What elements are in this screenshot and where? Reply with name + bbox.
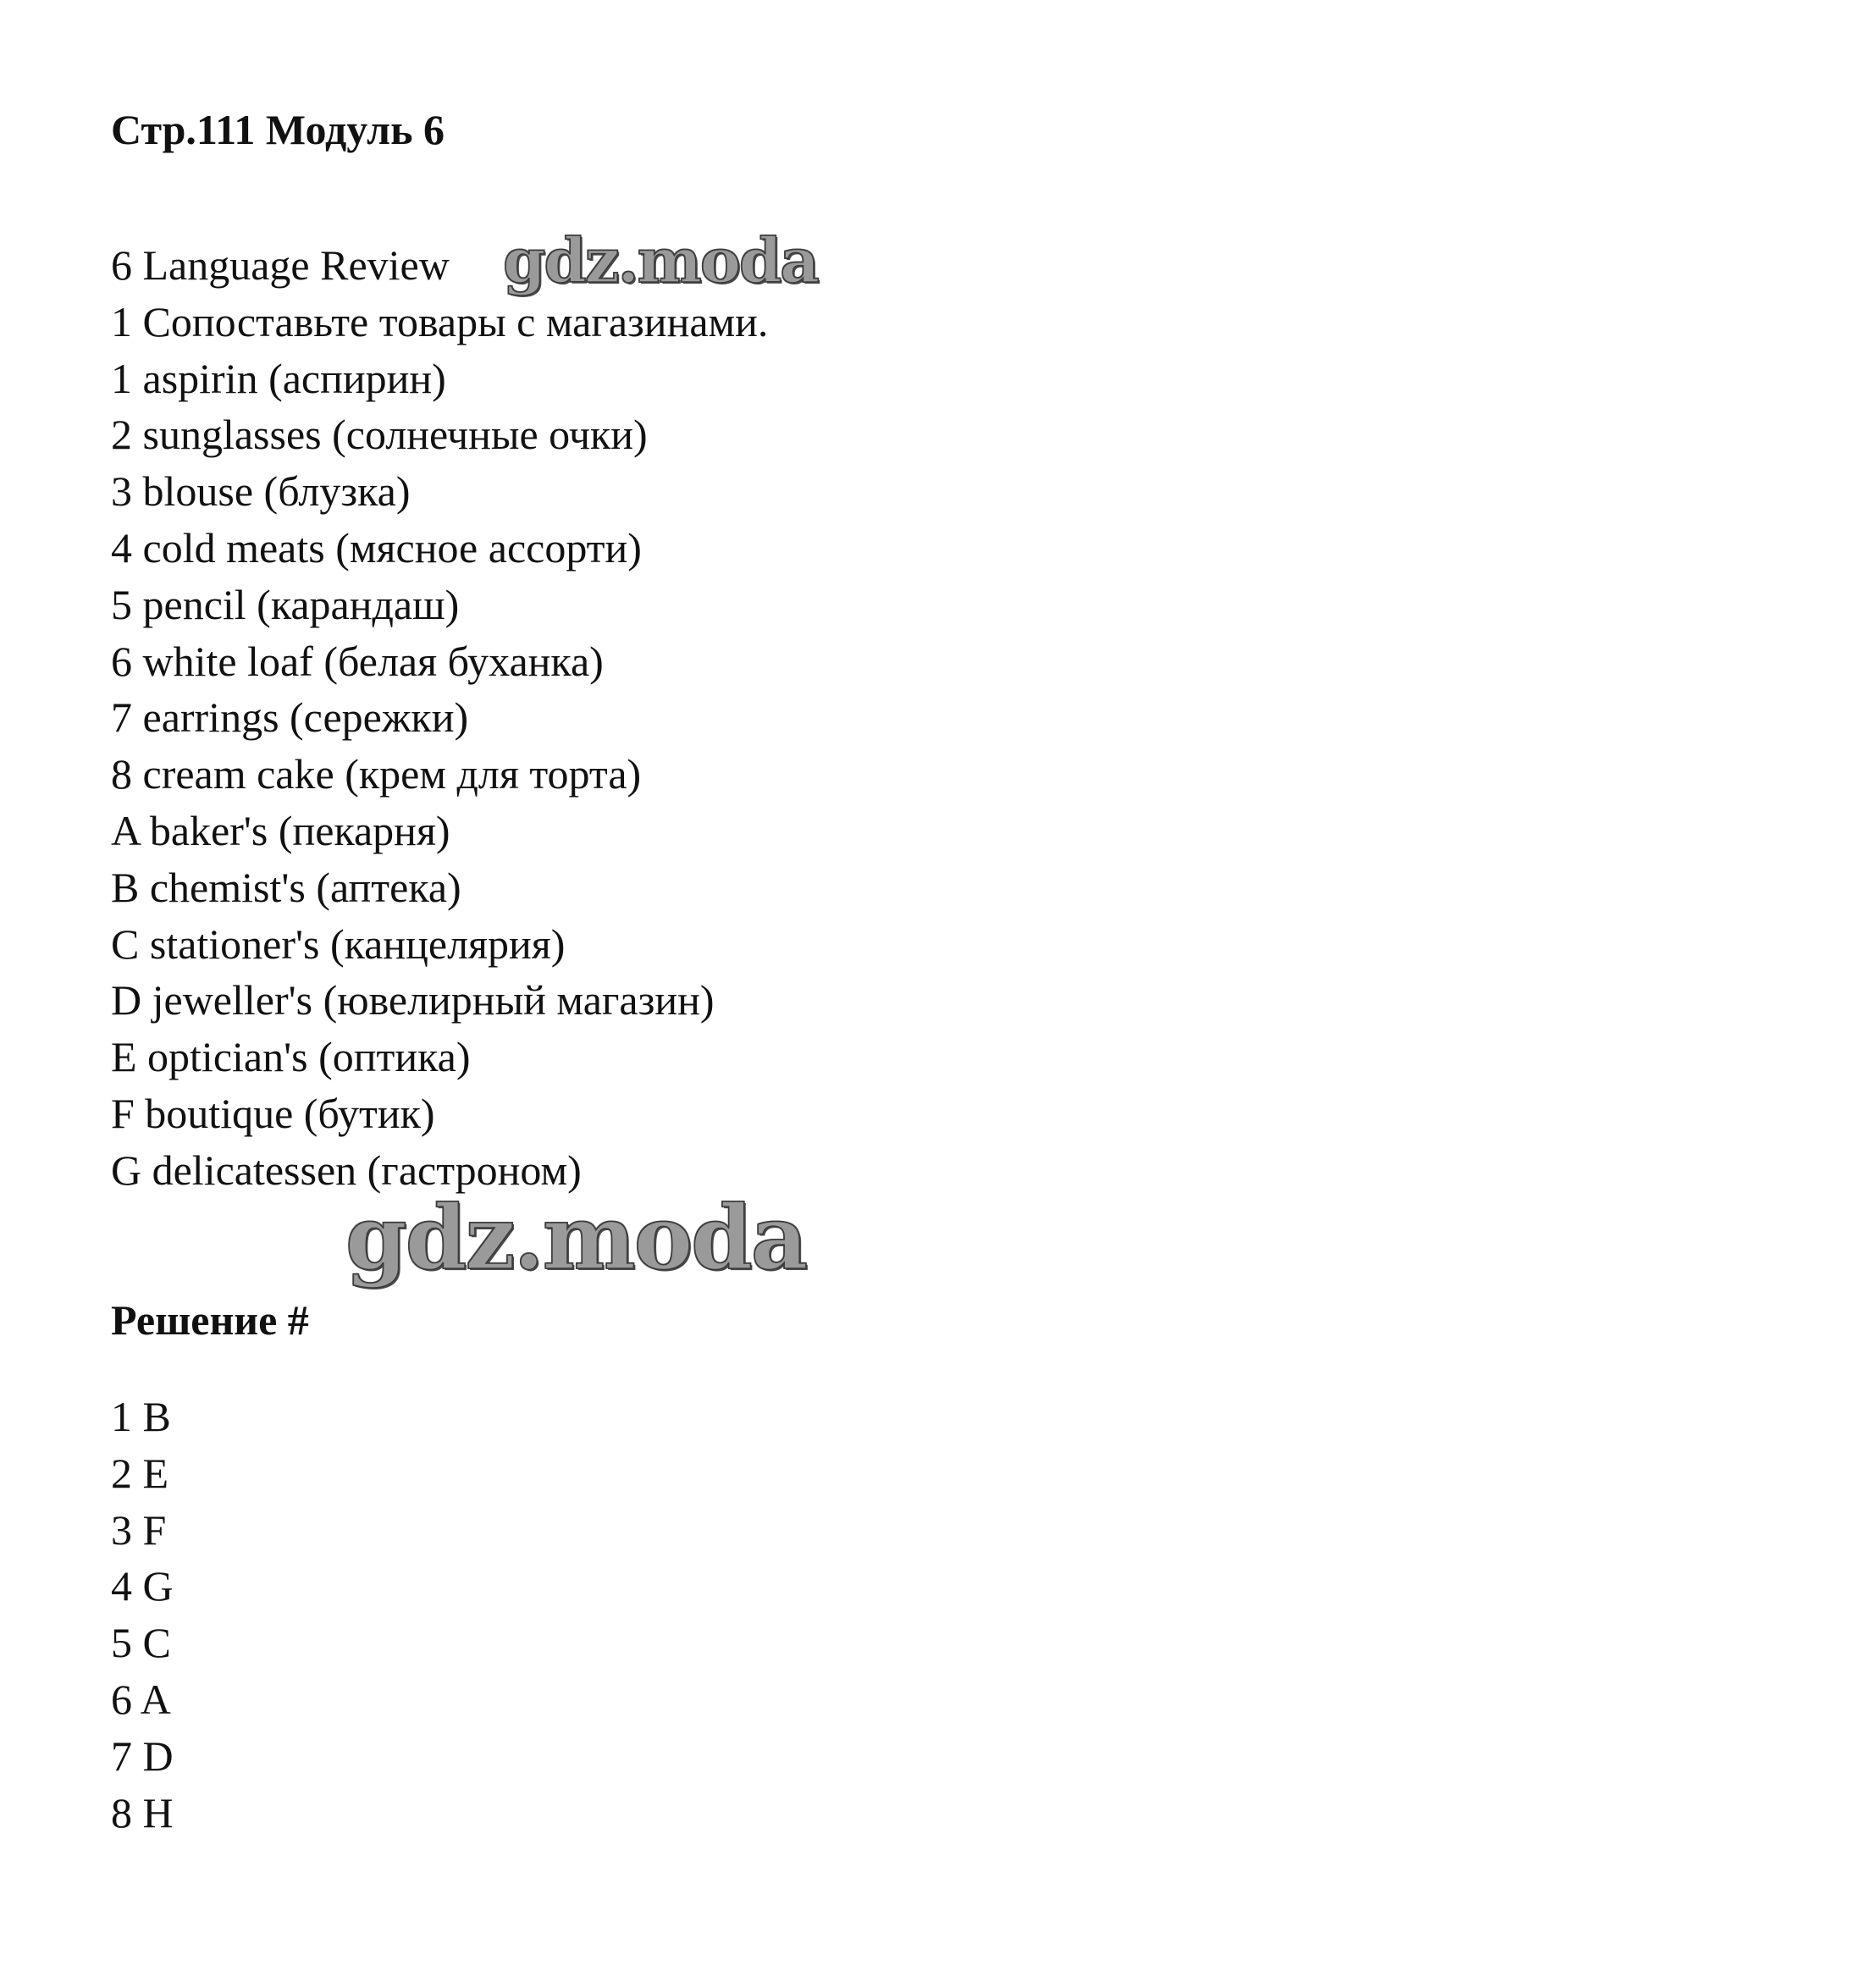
answer-line: 8 H <box>111 1788 174 1836</box>
answer-line: 1 B <box>111 1393 171 1440</box>
page-title: Стр.111 Модуль 6 <box>111 106 445 153</box>
item-line: 4 cold meats (мясное ассорти) <box>111 523 642 572</box>
answer-line: 5 C <box>111 1619 171 1667</box>
shop-line: A baker's (пекарня) <box>111 806 450 854</box>
watermark-logo: gdz.moda <box>503 224 818 296</box>
watermark-logo: gdz.moda <box>345 1185 807 1289</box>
solution-title: Решение # <box>111 1296 309 1344</box>
item-line: 7 earrings (сережки) <box>111 693 469 742</box>
shop-line: F boutique (бутик) <box>111 1089 435 1137</box>
answers-list <box>111 1389 174 1841</box>
shop-line: D jeweller's (ювелирный магазин) <box>111 976 715 1024</box>
item-line: 2 sunglasses (солнечные очки) <box>111 411 648 459</box>
task-block <box>111 237 768 1199</box>
item-line: 8 cream cake (крем для торта) <box>111 750 642 798</box>
shop-line: C stationer's (канцелярия) <box>111 919 566 968</box>
answer-line: 4 G <box>111 1562 174 1610</box>
answer-line: 7 D <box>111 1731 174 1780</box>
item-line: 3 blouse (блузка) <box>111 467 411 516</box>
item-line: 5 pencil (карандаш) <box>111 580 460 628</box>
section-heading: 6 Language Review <box>111 241 450 289</box>
answer-line: 3 F <box>111 1505 167 1554</box>
shop-line: G delicatessen (гастроном) <box>111 1146 582 1194</box>
answer-line: 6 A <box>111 1675 171 1723</box>
item-line: 6 white loaf (белая буханка) <box>111 637 604 685</box>
shop-line: B chemist's (аптека) <box>111 863 461 911</box>
answer-line: 2 E <box>111 1449 169 1497</box>
shop-line: E optician's (оптика) <box>111 1033 471 1081</box>
task-instruction: 1 Сопоставьте товары с магазинами. <box>111 297 769 345</box>
item-line: 1 aspirin (аспирин) <box>111 354 446 402</box>
